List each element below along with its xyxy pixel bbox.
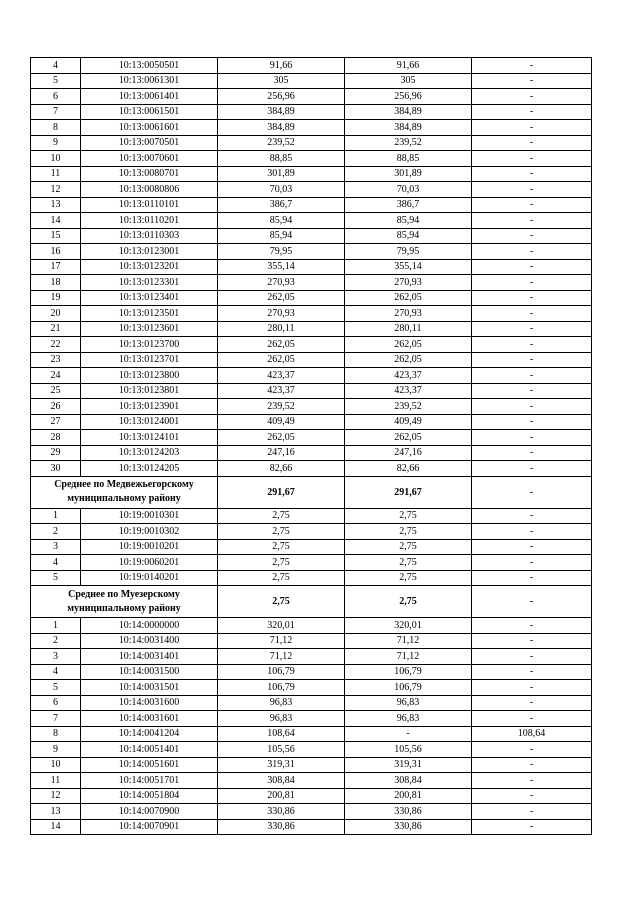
row-number: 19 — [31, 290, 81, 306]
value-3: - — [472, 337, 592, 353]
value-3: - — [472, 104, 592, 120]
value-1: 79,95 — [218, 244, 345, 260]
table-row — [31, 197, 592, 213]
value-3: - — [472, 695, 592, 711]
row-number: 3 — [31, 649, 81, 665]
value-1: 91,66 — [218, 58, 345, 74]
value-3: - — [472, 773, 592, 789]
value-1: 247,16 — [218, 445, 345, 461]
value-1: 106,79 — [218, 664, 345, 680]
value-3: - — [472, 555, 592, 571]
cadastral-code: 10:13:0061401 — [81, 89, 218, 105]
cadastral-code: 10:14:0051401 — [81, 742, 218, 758]
value-2: 330,86 — [345, 804, 472, 820]
row-number: 10 — [31, 757, 81, 773]
value-1: 88,85 — [218, 151, 345, 167]
cadastral-code: 10:19:0010302 — [81, 524, 218, 540]
row-number: 7 — [31, 711, 81, 727]
value-2: 270,93 — [345, 275, 472, 291]
value-1: 301,89 — [218, 166, 345, 182]
value-1: 409,49 — [218, 414, 345, 430]
value-3: - — [472, 633, 592, 649]
value-2: 2,75 — [345, 524, 472, 540]
table-row — [31, 618, 592, 634]
row-number: 24 — [31, 368, 81, 384]
value-3: - — [472, 788, 592, 804]
row-number: 3 — [31, 539, 81, 555]
value-1: 2,75 — [218, 539, 345, 555]
value-3: - — [472, 524, 592, 540]
table-row — [31, 228, 592, 244]
table-row — [31, 680, 592, 696]
row-number: 13 — [31, 197, 81, 213]
value-3: - — [472, 290, 592, 306]
row-number: 26 — [31, 399, 81, 415]
value-2: 262,05 — [345, 352, 472, 368]
cadastral-code: 10:13:0070601 — [81, 151, 218, 167]
table-row — [31, 819, 592, 835]
table-row — [31, 788, 592, 804]
row-number: 22 — [31, 337, 81, 353]
value-2: 262,05 — [345, 430, 472, 446]
value-2: 256,96 — [345, 89, 472, 105]
document-page — [30, 57, 591, 835]
row-number: 27 — [31, 414, 81, 430]
table-row — [31, 508, 592, 524]
row-number: 20 — [31, 306, 81, 322]
cadastral-code: 10:13:0124203 — [81, 445, 218, 461]
table-row — [31, 383, 592, 399]
value-1: 262,05 — [218, 290, 345, 306]
row-number: 12 — [31, 182, 81, 198]
row-number: 28 — [31, 430, 81, 446]
value-3: - — [472, 399, 592, 415]
value-2: 79,95 — [345, 244, 472, 260]
table-row — [31, 773, 592, 789]
row-number: 1 — [31, 618, 81, 634]
cadastral-code: 10:13:0061601 — [81, 120, 218, 136]
value-2: 384,89 — [345, 104, 472, 120]
row-number: 4 — [31, 664, 81, 680]
cadastral-code: 10:13:0123800 — [81, 368, 218, 384]
row-number: 15 — [31, 228, 81, 244]
table-row — [31, 290, 592, 306]
cadastral-code: 10:13:0123001 — [81, 244, 218, 260]
value-1: 423,37 — [218, 383, 345, 399]
value-3: - — [472, 414, 592, 430]
cadastral-code: 10:13:0123700 — [81, 337, 218, 353]
value-1: 2,75 — [218, 570, 345, 586]
cadastral-code: 10:14:0000000 — [81, 618, 218, 634]
cadastral-code: 10:14:0031401 — [81, 649, 218, 665]
value-3: - — [472, 166, 592, 182]
row-number: 11 — [31, 773, 81, 789]
value-2: 239,52 — [345, 135, 472, 151]
value-1: 305 — [218, 73, 345, 89]
value-1: 108,64 — [218, 726, 345, 742]
table-row — [31, 742, 592, 758]
table-row — [31, 244, 592, 260]
table-row — [31, 337, 592, 353]
cadastral-code: 10:14:0070901 — [81, 819, 218, 835]
row-number: 23 — [31, 352, 81, 368]
value-1: 320,01 — [218, 618, 345, 634]
value-3: - — [472, 430, 592, 446]
value-3: - — [472, 445, 592, 461]
value-3: - — [472, 680, 592, 696]
table-row — [31, 259, 592, 275]
value-1: 308,84 — [218, 773, 345, 789]
row-number: 18 — [31, 275, 81, 291]
value-1: 423,37 — [218, 368, 345, 384]
value-3: - — [472, 244, 592, 260]
table-row — [31, 275, 592, 291]
table-row — [31, 524, 592, 540]
value-1: 200,81 — [218, 788, 345, 804]
value-1: 384,89 — [218, 120, 345, 136]
value-1: 85,94 — [218, 228, 345, 244]
cadastral-code: 10:13:0123401 — [81, 290, 218, 306]
row-number: 14 — [31, 213, 81, 229]
cadastral-code: 10:13:0110101 — [81, 197, 218, 213]
value-2: 384,89 — [345, 120, 472, 136]
row-number: 21 — [31, 321, 81, 337]
cadastral-code: 10:14:0031500 — [81, 664, 218, 680]
table-row — [31, 135, 592, 151]
value-3: - — [472, 151, 592, 167]
value-2: 308,84 — [345, 773, 472, 789]
row-number: 8 — [31, 726, 81, 742]
row-number: 9 — [31, 742, 81, 758]
value-2: 2,75 — [345, 570, 472, 586]
value-1: 96,83 — [218, 711, 345, 727]
table-row — [31, 695, 592, 711]
cadastral-code: 10:13:0124101 — [81, 430, 218, 446]
row-number: 4 — [31, 555, 81, 571]
value-2: 200,81 — [345, 788, 472, 804]
row-number: 12 — [31, 788, 81, 804]
cadastral-code: 10:14:0051701 — [81, 773, 218, 789]
table-row — [31, 664, 592, 680]
value-2: 91,66 — [345, 58, 472, 74]
value-1: 2,75 — [218, 555, 345, 571]
cadastral-code: 10:13:0070501 — [81, 135, 218, 151]
row-number: 9 — [31, 135, 81, 151]
value-2: 96,83 — [345, 695, 472, 711]
value-1: 319,31 — [218, 757, 345, 773]
cadastral-code: 10:13:0123901 — [81, 399, 218, 415]
row-number: 1 — [31, 508, 81, 524]
cadastral-code: 10:13:0123601 — [81, 321, 218, 337]
cadastral-code: 10:13:0124001 — [81, 414, 218, 430]
table-row — [31, 804, 592, 820]
row-number: 6 — [31, 695, 81, 711]
value-3: - — [472, 742, 592, 758]
value-3: - — [472, 539, 592, 555]
value-2: 106,79 — [345, 664, 472, 680]
value-3: - — [472, 58, 592, 74]
value-3: - — [472, 182, 592, 198]
summary-row — [31, 476, 592, 508]
value-2: 247,16 — [345, 445, 472, 461]
cadastral-code: 10:14:0031601 — [81, 711, 218, 727]
value-2: 409,49 — [345, 414, 472, 430]
value-3: - — [472, 197, 592, 213]
row-number: 5 — [31, 680, 81, 696]
row-number: 30 — [31, 461, 81, 477]
cadastral-code: 10:13:0123301 — [81, 275, 218, 291]
table-row — [31, 104, 592, 120]
table-row — [31, 321, 592, 337]
value-1: 106,79 — [218, 680, 345, 696]
value-3: - — [472, 664, 592, 680]
value-1: 256,96 — [218, 89, 345, 105]
value-1: 384,89 — [218, 104, 345, 120]
value-1: 262,05 — [218, 352, 345, 368]
value-3: - — [472, 120, 592, 136]
cadastral-code: 10:19:0060201 — [81, 555, 218, 571]
table-row — [31, 711, 592, 727]
value-3: - — [472, 570, 592, 586]
row-number: 10 — [31, 151, 81, 167]
summary-label: Среднее по Муезерскому муниципальному району — [31, 586, 218, 618]
table-row — [31, 213, 592, 229]
table-row — [31, 151, 592, 167]
value-2: 423,37 — [345, 383, 472, 399]
value-2: 262,05 — [345, 290, 472, 306]
value-3: - — [472, 306, 592, 322]
table-row — [31, 58, 592, 74]
row-number: 17 — [31, 259, 81, 275]
table-row — [31, 368, 592, 384]
value-2: 70,03 — [345, 182, 472, 198]
value-2: 423,37 — [345, 368, 472, 384]
value-1: 70,03 — [218, 182, 345, 198]
cadastral-code: 10:19:0010201 — [81, 539, 218, 555]
value-3: - — [472, 804, 592, 820]
value-3: - — [472, 461, 592, 477]
value-3: - — [472, 757, 592, 773]
value-2: 85,94 — [345, 228, 472, 244]
table-row — [31, 757, 592, 773]
value-1: 239,52 — [218, 135, 345, 151]
cadastral-code: 10:13:0123701 — [81, 352, 218, 368]
row-number: 5 — [31, 570, 81, 586]
row-number: 29 — [31, 445, 81, 461]
table-row — [31, 570, 592, 586]
table-row — [31, 399, 592, 415]
cadastral-code: 10:13:0061501 — [81, 104, 218, 120]
row-number: 4 — [31, 58, 81, 74]
value-2: 2,75 — [345, 539, 472, 555]
value-3: - — [472, 711, 592, 727]
table-row — [31, 649, 592, 665]
table-row — [31, 166, 592, 182]
value-3: - — [472, 321, 592, 337]
value-2: 105,56 — [345, 742, 472, 758]
value-2: 85,94 — [345, 213, 472, 229]
value-2: 96,83 — [345, 711, 472, 727]
table-row — [31, 352, 592, 368]
value-3: - — [472, 383, 592, 399]
cadastral-code: 10:14:0041204 — [81, 726, 218, 742]
cadastral-code: 10:14:0031400 — [81, 633, 218, 649]
cadastral-code: 10:13:0123801 — [81, 383, 218, 399]
value-1: 330,86 — [218, 819, 345, 835]
value-1: 71,12 — [218, 649, 345, 665]
value-3: - — [472, 259, 592, 275]
value-3: - — [472, 275, 592, 291]
value-2: 106,79 — [345, 680, 472, 696]
value-1: 270,93 — [218, 275, 345, 291]
cadastral-code: 10:19:0010301 — [81, 508, 218, 524]
row-number: 16 — [31, 244, 81, 260]
cadastral-code: 10:13:0080806 — [81, 182, 218, 198]
value-1: 105,56 — [218, 742, 345, 758]
cadastral-code: 10:14:0031600 — [81, 695, 218, 711]
value-3: - — [472, 89, 592, 105]
value-3: - — [472, 368, 592, 384]
summary-row — [31, 586, 592, 618]
value-2: 319,31 — [345, 757, 472, 773]
value-1: 239,52 — [218, 399, 345, 415]
cadastral-code: 10:13:0124205 — [81, 461, 218, 477]
table-row — [31, 306, 592, 322]
value-1: 2,75 — [218, 524, 345, 540]
table-row — [31, 539, 592, 555]
cadastral-code: 10:13:0110303 — [81, 228, 218, 244]
summary-label: Среднее по Медвежьегорскому муниципальному району — [31, 476, 218, 508]
value-2: 320,01 — [345, 618, 472, 634]
value-3: - — [472, 352, 592, 368]
value-1: 280,11 — [218, 321, 345, 337]
value-1: 262,05 — [218, 337, 345, 353]
value-2: 2,75 — [345, 508, 472, 524]
table-body — [31, 58, 592, 835]
row-number: 2 — [31, 524, 81, 540]
value-1: 386,7 — [218, 197, 345, 213]
value-3: - — [472, 649, 592, 665]
summary-value-3: - — [472, 586, 592, 618]
summary-value-2: 291,67 — [345, 476, 472, 508]
cadastral-code: 10:13:0050501 — [81, 58, 218, 74]
table-row — [31, 726, 592, 742]
value-2: 386,7 — [345, 197, 472, 213]
table-row — [31, 461, 592, 477]
value-2: 71,12 — [345, 649, 472, 665]
table-row — [31, 182, 592, 198]
cadastral-code: 10:13:0123501 — [81, 306, 218, 322]
value-2: 270,93 — [345, 306, 472, 322]
cadastral-code: 10:13:0080701 — [81, 166, 218, 182]
summary-value-3: - — [472, 476, 592, 508]
value-3: - — [472, 73, 592, 89]
row-number: 6 — [31, 89, 81, 105]
value-1: 96,83 — [218, 695, 345, 711]
table-row — [31, 445, 592, 461]
summary-value-1: 291,67 — [218, 476, 345, 508]
table-row — [31, 633, 592, 649]
value-1: 262,05 — [218, 430, 345, 446]
cadastral-value-table — [30, 57, 592, 835]
value-1: 270,93 — [218, 306, 345, 322]
row-number: 5 — [31, 73, 81, 89]
value-1: 82,66 — [218, 461, 345, 477]
cadastral-code: 10:13:0061301 — [81, 73, 218, 89]
value-2: - — [345, 726, 472, 742]
value-3: 108,64 — [472, 726, 592, 742]
row-number: 7 — [31, 104, 81, 120]
cadastral-code: 10:13:0110201 — [81, 213, 218, 229]
row-number: 2 — [31, 633, 81, 649]
cadastral-code: 10:19:0140201 — [81, 570, 218, 586]
value-3: - — [472, 618, 592, 634]
value-2: 301,89 — [345, 166, 472, 182]
value-1: 2,75 — [218, 508, 345, 524]
value-2: 82,66 — [345, 461, 472, 477]
table-row — [31, 120, 592, 136]
value-1: 71,12 — [218, 633, 345, 649]
value-1: 85,94 — [218, 213, 345, 229]
value-2: 71,12 — [345, 633, 472, 649]
value-3: - — [472, 135, 592, 151]
value-3: - — [472, 213, 592, 229]
value-1: 330,86 — [218, 804, 345, 820]
row-number: 13 — [31, 804, 81, 820]
row-number: 14 — [31, 819, 81, 835]
summary-value-2: 2,75 — [345, 586, 472, 618]
table-row — [31, 414, 592, 430]
value-2: 330,86 — [345, 819, 472, 835]
value-3: - — [472, 819, 592, 835]
row-number: 8 — [31, 120, 81, 136]
value-2: 239,52 — [345, 399, 472, 415]
table-row — [31, 430, 592, 446]
value-2: 355,14 — [345, 259, 472, 275]
cadastral-code: 10:14:0051804 — [81, 788, 218, 804]
cadastral-code: 10:14:0031501 — [81, 680, 218, 696]
value-2: 2,75 — [345, 555, 472, 571]
value-2: 88,85 — [345, 151, 472, 167]
value-2: 262,05 — [345, 337, 472, 353]
value-1: 355,14 — [218, 259, 345, 275]
row-number: 25 — [31, 383, 81, 399]
summary-value-1: 2,75 — [218, 586, 345, 618]
row-number: 11 — [31, 166, 81, 182]
table-row — [31, 73, 592, 89]
cadastral-code: 10:14:0070900 — [81, 804, 218, 820]
value-3: - — [472, 508, 592, 524]
value-3: - — [472, 228, 592, 244]
table-row — [31, 89, 592, 105]
cadastral-code: 10:14:0051601 — [81, 757, 218, 773]
cadastral-code: 10:13:0123201 — [81, 259, 218, 275]
table-row — [31, 555, 592, 571]
value-2: 280,11 — [345, 321, 472, 337]
value-2: 305 — [345, 73, 472, 89]
